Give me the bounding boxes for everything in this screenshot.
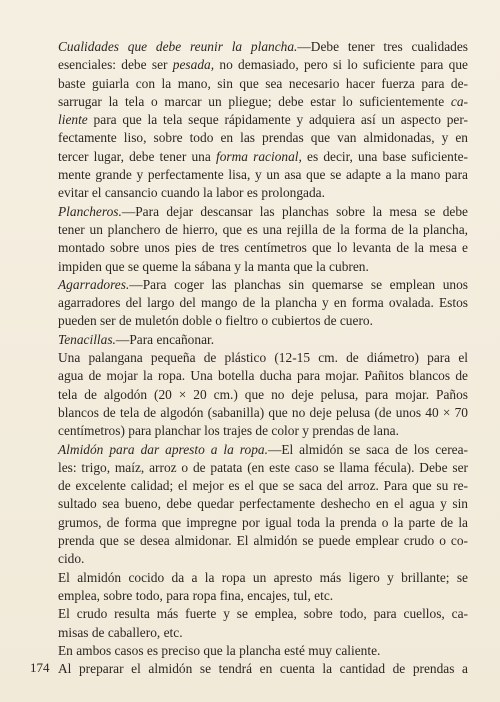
italic-text: liente [58, 112, 88, 128]
text-run: Una palangana pequeña de plástico (12-15 cm. de diámetro) para el [58, 350, 468, 366]
text-run: —El almidón se saca de los cerea- [267, 441, 468, 457]
text-line [58, 184, 468, 202]
text-run: tela de algodón (20 × 20 cm.) que no deje pelusa, para mojar. Paños [58, 386, 468, 402]
italic-text: Tenacillas. [58, 331, 116, 347]
text-line [58, 166, 468, 184]
text-run: —Para dejar descansar las planchas sobre la mesa se debe [121, 203, 468, 219]
page-number: 174 [30, 660, 50, 675]
italic-text: pesada, [172, 57, 215, 73]
text-line [58, 239, 468, 257]
text-line [58, 312, 468, 330]
text-run: grumos, de forma que impregne por igual toda la prenda o la parte de la [58, 514, 468, 530]
text-line [58, 514, 468, 532]
text-run: esenciales: debe ser [58, 57, 173, 73]
text-line [58, 38, 468, 56]
text-run: centímetros) para planchar los trajes de color y prendas de lana. [58, 423, 399, 439]
text-line [58, 495, 468, 513]
text-line [58, 56, 468, 74]
text-line [58, 367, 468, 385]
text-line [58, 660, 468, 678]
text-run: baste guiarla con la mano, sin que sea necesario hacer fuerza para de- [58, 75, 468, 91]
text-line [58, 624, 468, 642]
body-text [58, 38, 468, 678]
text-run: sarrugar la tela o marcar un pliegue; debe estar lo suficientemente [58, 93, 451, 109]
text-line [58, 294, 468, 312]
text-run: agua de mojar la ropa. Una botella ducha para mojar. Pañitos blancos de [58, 368, 468, 384]
text-run: les: trigo, maíz, arroz o de patata (en este caso se llama fécula). Debe ser [58, 459, 468, 475]
text-line [58, 111, 468, 129]
text-line [58, 404, 468, 422]
text-line [58, 148, 468, 166]
text-line [58, 331, 468, 349]
text-run: En ambos casos es preciso que la plancha esté muy caliente. [58, 642, 381, 658]
italic-text: forma racional, [215, 148, 302, 164]
text-run: prenda que se desea almidonar. El almidón se puede emplear crudo o co- [58, 533, 468, 549]
text-line [58, 550, 468, 568]
text-line [58, 386, 468, 404]
text-line [58, 75, 468, 93]
italic-text: Almidón para dar apresto a la ropa. [58, 441, 268, 457]
text-run: Al preparar el almidón se tendrá en cuenta la cantidad de prendas a [58, 661, 468, 677]
text-run: para que la tela seque rápidamente y adquiera así un aspecto per- [87, 112, 468, 128]
text-run: fectamente liso, sobre todo en las prendas que van almidonadas, y en [58, 130, 468, 146]
text-run: El almidón cocido da a la ropa un apresto más ligero y brillante; se [58, 569, 468, 585]
text-line [58, 441, 468, 459]
text-run: cido. [58, 551, 85, 567]
italic-text: Agarradores. [58, 276, 130, 292]
italic-text: ca- [450, 93, 468, 109]
text-run: agarradores del largo del mango de la plancha y en forma ovalada. Estos [58, 295, 468, 311]
text-run: blancos de tela de algodón (sabanilla) que no deje pelusa (de unos 40 × 70 [58, 404, 468, 420]
text-run: es decir, una base suficiente- [301, 148, 468, 164]
text-run: montado sobre unos pies de tres centímetros que lo levanta de la mesa e [58, 240, 468, 256]
text-line [58, 276, 468, 294]
text-line [58, 532, 468, 550]
italic-text: Cualidades que debe reunir la plancha. [58, 39, 298, 54]
text-run: El crudo resulta más fuerte y se emplea, sobre todo, para cuellos, ca- [58, 606, 468, 622]
text-line [58, 258, 468, 276]
text-run: —Para encañonar. [115, 331, 215, 347]
text-run: de excelente calidad; el mejor es el que se saca del arroz. Para que su re- [58, 478, 468, 494]
text-line [58, 477, 468, 495]
text-run: emplea, sobre todo, para ropa fina, encajes, tul, etc. [58, 587, 334, 603]
text-run: sultado sea bueno, debe quedar perfectamente deshecho en el agua y sin [58, 496, 468, 512]
text-run: evitar el cansancio cuando la labor es prolongada. [58, 185, 325, 201]
text-run: misas de caballero, etc. [58, 624, 183, 640]
text-run: pueden ser de muletón doble o fieltro o cubiertos de cuero. [58, 313, 373, 329]
text-run: impiden que se queme la sábana y la manta que la cubren. [58, 258, 369, 274]
text-line [58, 587, 468, 605]
italic-text: Plancheros. [58, 203, 122, 219]
text-line [58, 642, 468, 660]
text-line [58, 569, 468, 587]
text-line [58, 221, 468, 239]
text-run: tener un planchero de hierro, que es una rejilla de la forma de la plancha, [58, 221, 468, 237]
text-line [58, 93, 468, 111]
text-run: mente grande y perfectamente lisa, y un asa que se adapte a la mano para [58, 167, 468, 183]
text-line [58, 459, 468, 477]
text-line [58, 605, 468, 623]
text-line [58, 349, 468, 367]
text-line [58, 129, 468, 147]
text-run: —Debe tener tres cualidades [297, 39, 468, 54]
text-line [58, 203, 468, 221]
text-run: no demasiado, pero si lo suficiente para que [214, 57, 468, 73]
text-run: tercer lugar, debe tener una [58, 148, 216, 164]
text-run: —Para coger las planchas sin quemarse se emplean unos [129, 276, 468, 292]
text-line [58, 422, 468, 440]
